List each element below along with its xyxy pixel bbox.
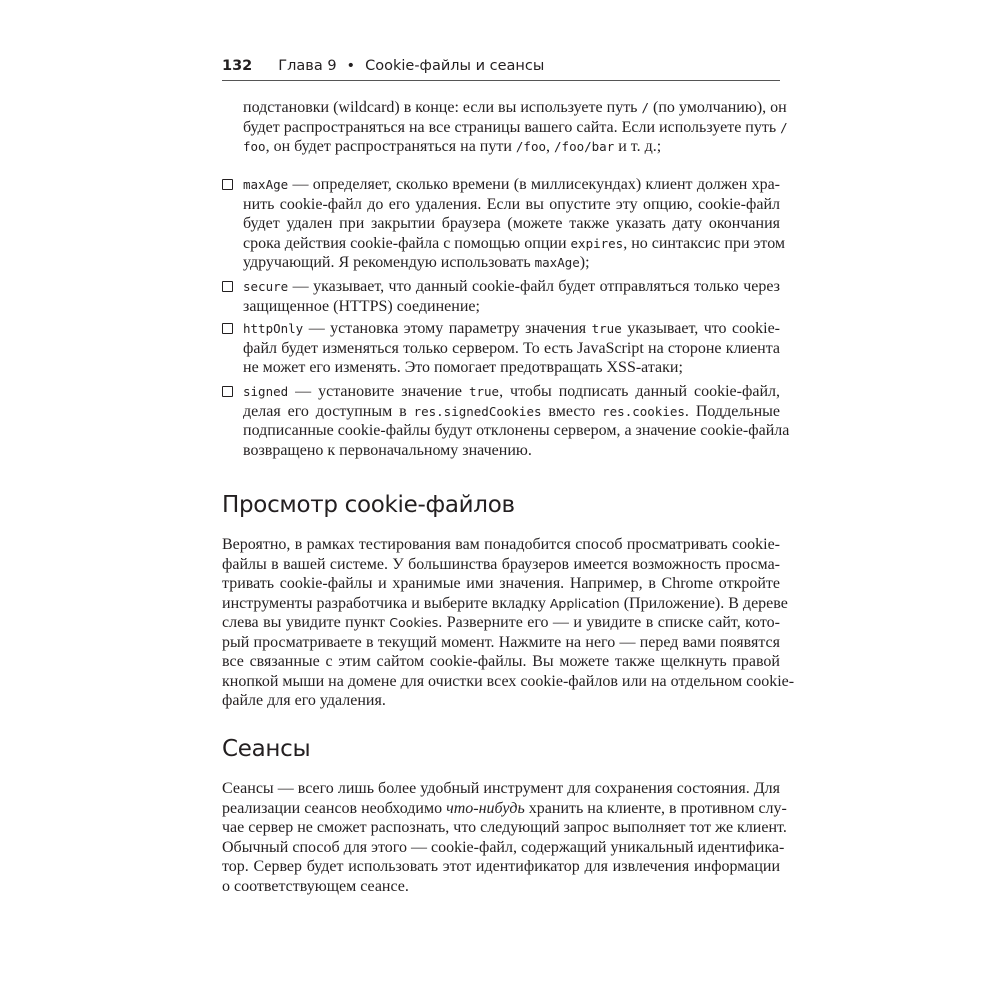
text-line — [222, 779, 780, 799]
paragraph-view-cookies — [222, 535, 795, 711]
text-run: — установка этому параметру значения — [303, 320, 592, 337]
text-run: файл будет изменяться только сервером. То есть JavaScript на стороне клиента — [243, 339, 780, 357]
paragraph-sessions — [222, 779, 787, 896]
text-run: . Разверните его — и увидите в списке сайт, кото- — [438, 614, 781, 631]
text-run: не может его изменять. Это помогает предотвращать XSS-атаки; — [243, 359, 683, 376]
checkbox-bullet-icon — [222, 323, 233, 334]
text-line — [222, 838, 785, 858]
text-run: Вероятно, в рамках тестирования вам понадобится способ просматривать cookie- — [222, 536, 780, 553]
chapter-title: Cookie-файлы и сеансы — [365, 58, 545, 74]
text-run: Сеансы — всего лишь более удобный инструмент для сохранения состояния. Для — [222, 780, 780, 797]
text-line — [222, 535, 780, 555]
text-line — [222, 857, 780, 877]
italic-text: что-нибудь — [446, 799, 525, 817]
text-line — [243, 319, 780, 339]
text-line — [243, 195, 780, 215]
text-line — [222, 613, 780, 633]
checkbox-bullet-icon — [222, 386, 233, 397]
text-line — [243, 214, 780, 234]
inline-code: /foo — [515, 139, 547, 154]
text-run: — указывает, что данный cookie-файл будет отправляться только через — [288, 278, 780, 295]
text-run: будет распространяться на все страницы вашего сайта. Если используете путь — [243, 118, 781, 136]
text-run: — установите значение — [288, 383, 469, 400]
text-run: кнопкой мыши на домене для очистки всех cookie-файлов или на отдельном cookie- — [222, 672, 795, 690]
text-line — [243, 137, 780, 157]
text-run: хранить на клиенте, в противном слу- — [524, 799, 787, 817]
text-run: чае сервер не сможет распознать, что следующий запрос выполняет тот же клиент. — [222, 819, 787, 836]
text-run: (Приложение). В дереве — [619, 594, 788, 612]
text-run: удручающий. Я рекомендую использовать — [243, 254, 535, 271]
text-run: указывает, что cookie- — [621, 320, 781, 337]
text-line — [243, 253, 780, 273]
section-heading-sessions: Сеансы — [222, 736, 311, 762]
text-run: ); — [579, 254, 590, 271]
text-run: тривать cookie-файлы и хранимые ими значения. Например, в Chrome откройте — [222, 575, 780, 592]
text-run: реализации сеансов необходимо — [222, 799, 447, 817]
text-run: слева вы увидите пункт — [222, 614, 390, 631]
inline-code: signed — [243, 384, 289, 399]
text-line — [243, 339, 780, 359]
list-item-secure — [243, 277, 780, 316]
header-separator: • — [346, 58, 356, 74]
text-line — [243, 98, 787, 118]
text-run: подстановки (wildcard) в конце: если вы используете путь — [243, 99, 642, 116]
text-run: , чтобы подписать данный cookie-файл, — [499, 383, 780, 400]
ui-term: Application — [549, 595, 620, 611]
text-line — [222, 877, 780, 897]
text-run: делая его доступным в — [243, 402, 414, 420]
text-line — [222, 574, 780, 594]
header-rule — [222, 80, 780, 81]
text-run: подписанные cookie-файлы будут отклонены сервером, а значение cookie-файла — [243, 422, 790, 439]
inline-code: res.cookies — [602, 403, 685, 419]
list-item-maxage — [243, 175, 786, 273]
inline-code: / — [641, 100, 650, 115]
text-line — [243, 441, 780, 461]
text-run: вместо — [541, 402, 603, 420]
checkbox-bullet-icon — [222, 281, 233, 292]
text-run: , — [546, 138, 555, 155]
text-line — [222, 818, 787, 838]
inline-code: expires — [570, 235, 624, 251]
inline-code: /foo/bar — [554, 139, 615, 154]
text-line — [222, 691, 780, 711]
text-run: все связанные с этим сайтом cookie-файлы. Вы можете также щелкнуть правой — [222, 653, 780, 670]
text-line — [243, 277, 780, 297]
text-run: — определяет, сколько времени (в миллисекундах) клиент должен хра- — [288, 176, 780, 193]
text-line — [243, 358, 780, 378]
inline-code: maxAge — [534, 255, 580, 270]
text-line — [243, 118, 788, 138]
text-line — [243, 382, 780, 402]
inline-code: true — [468, 384, 500, 399]
text-run: срока действия cookie-файла с помощью опции — [243, 234, 571, 252]
text-run: рый просматриваете в текущий момент. Нажмите на него — перед вами появятся — [222, 633, 780, 651]
text-run: возвращено к первоначальному значению. — [243, 441, 532, 459]
text-line — [222, 672, 795, 692]
ui-term: Cookies — [389, 615, 439, 630]
chapter-label: Глава 9 — [278, 58, 337, 74]
inline-code: secure — [243, 279, 289, 294]
section-heading-view-cookies: Просмотр cookie-файлов — [222, 492, 515, 518]
text-run: будет удален при закрытии браузера (можете также указать дату окончания — [243, 215, 780, 232]
text-run: (по умолчанию), он — [649, 99, 787, 116]
text-line — [243, 421, 790, 441]
text-line — [222, 652, 780, 672]
text-run: . Поддельные — [684, 402, 781, 420]
text-run: файле для его удаления. — [222, 692, 386, 709]
text-run: о соответствующем сеансе. — [222, 877, 409, 895]
text-run: Обычный способ для этого — cookie-файл, содержащий уникальный идентифика- — [222, 838, 785, 856]
text-run: файлы в вашей системе. У большинства браузеров имеется возможность просма- — [222, 555, 780, 573]
inline-code: true — [591, 321, 622, 336]
text-line — [243, 175, 780, 195]
list-item-httponly — [243, 319, 780, 378]
text-run: тор. Сервер будет использовать этот идентификатор для извлечения информации — [222, 858, 780, 875]
paragraph-path-continuation — [243, 98, 788, 157]
running-header — [222, 58, 544, 74]
text-run: инструменты разработчика и выберите вкладку — [222, 594, 550, 612]
text-line — [222, 594, 788, 614]
checkbox-bullet-icon — [222, 179, 233, 190]
inline-code: / — [780, 119, 788, 135]
inline-code: foo — [243, 139, 266, 154]
inline-code: httpOnly — [243, 321, 304, 336]
text-run: защищенное (HTTPS) соединение; — [243, 297, 480, 315]
text-line — [243, 234, 786, 254]
text-run: , но синтаксис при этом — [623, 234, 786, 252]
text-line — [222, 633, 780, 653]
text-line — [243, 297, 780, 317]
text-line — [222, 555, 780, 575]
text-run: , он будет распространяться на пути — [265, 138, 516, 155]
page-number: 132 — [222, 58, 253, 74]
text-run: и т. д.; — [614, 138, 662, 155]
text-line — [222, 799, 787, 819]
text-run: нить cookie-файл до его удаления. Если вы опустите эту опцию, cookie-файл — [243, 195, 780, 213]
inline-code: res.signedCookies — [413, 403, 542, 419]
inline-code: maxAge — [243, 177, 289, 192]
text-line — [243, 402, 780, 422]
list-item-signed — [243, 382, 790, 460]
